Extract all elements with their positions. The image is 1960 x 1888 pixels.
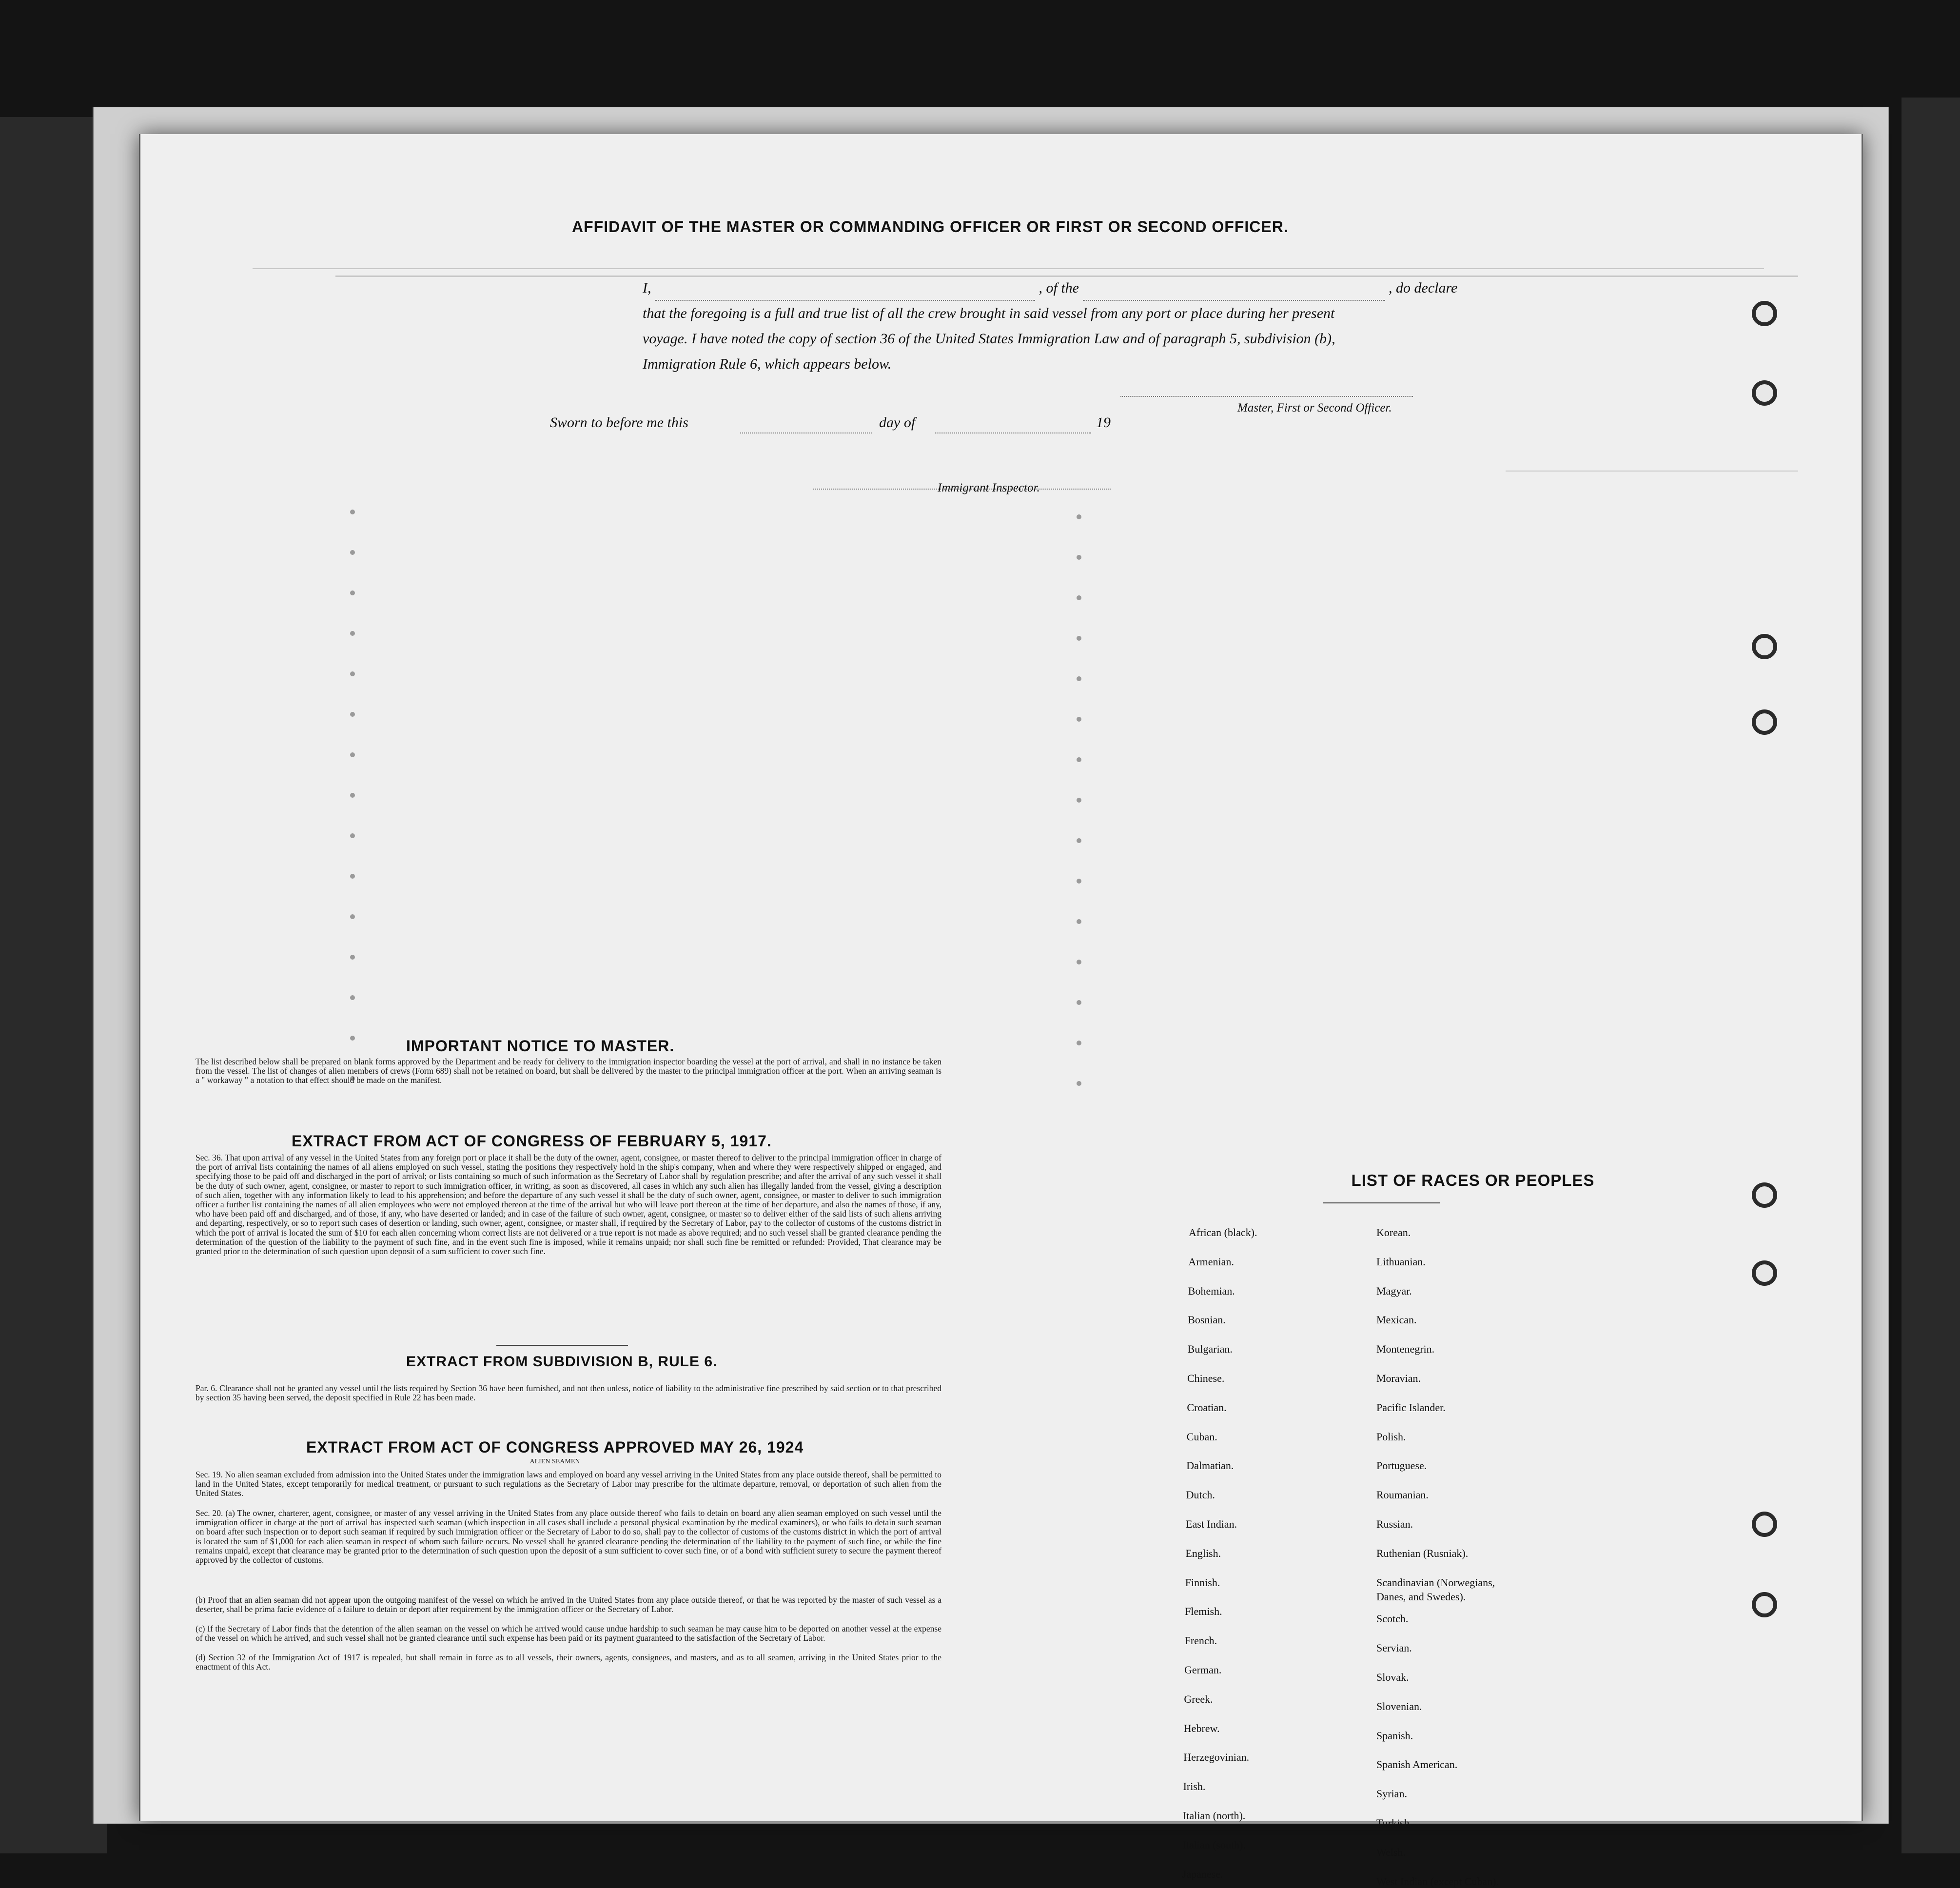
sworn-day-of: day of (879, 414, 916, 431)
race-item: Dalmatian. (1186, 1459, 1234, 1472)
race-item: Turkish. (1376, 1817, 1412, 1829)
bleed-through-dot (350, 793, 355, 798)
extract-1924-sec20c: (c) If the Secretary of Labor finds that the detention of the alien seaman on the vessel on which he arrived would cause undue hardship to such seaman he may cause him to be deported on another vessel at the expense of the vessel on which he arrived, and such vessel shall not be granted clearance until such expense has been paid or its payment guaranteed to the satisfaction of the Secretary of Labor. (196, 1624, 941, 1643)
race-item: Slovak. (1376, 1671, 1409, 1683)
race-item: Armenian. (1188, 1255, 1234, 1268)
race-item: Herzegovinian. (1183, 1751, 1250, 1764)
race-item: West Indian (except Cuban). (1376, 1875, 1499, 1888)
affidavit-body (643, 275, 1613, 377)
race-scandinavian-continued: Danes, and Swedes). (1376, 1591, 1466, 1603)
punch-hole (1752, 380, 1777, 406)
section-divider (496, 1345, 628, 1346)
bleed-through-dot (350, 752, 355, 757)
extract-1917-title: EXTRACT FROM ACT OF CONGRESS OF FEBRUARY 5, 1917. (292, 1132, 772, 1150)
race-item: Portuguese. (1376, 1459, 1427, 1472)
extract-rule6-body: Par. 6. Clearance shall not be granted any vessel until the lists required by Section 36 have been furnished, and not then unless, notice of liability to the administrative fine prescribed by said section or to that prescribed by section 35 having been served, the deposit specified in Rule 22 has been made. (196, 1383, 941, 1403)
race-item: East Indian. (1186, 1518, 1237, 1530)
race-item: Scotch. (1376, 1613, 1409, 1625)
race-item: Japanese. (1182, 1868, 1223, 1880)
race-item: Slovenian. (1376, 1700, 1422, 1712)
sworn-year: 19 (1096, 414, 1111, 431)
affidavit-declare: , do declare (1389, 280, 1458, 296)
bleed-through-dot (1077, 798, 1081, 803)
punch-hole (1752, 1260, 1777, 1286)
extract-1924-sec20a: Sec. 20. (a) The owner, charterer, agent, consignee, or master of any vessel arriving in the United States from any place outside thereof who fails to detain on board any alien seaman employed on such vessel until the immigration officer in charge at the port of arrival has inspected such seaman (which inspection in all cases shall include a personal physical examination by the medical examiners), or who fails to detain such seaman on board after such inspection or to deport such seaman if required by such immigration officer or the Secretary of Labor to do so, shall pay to the collector of customs of the customs district in which the port of arrival is located the sum of $1,000 for each alien seaman in respect of whom such failure occurs. No vessel shall be granted clearance pending the determination of the liability to the payment of such fine, or while the fine remains unpaid, except that clearance may be granted prior to the determination of such question upon the deposit of a sum sufficient to cover such fine, or of a bond with sufficient surety to secure the payment thereof approved by the collector of customs. (196, 1508, 941, 1565)
bleed-through-dot (350, 510, 355, 514)
extract-1924-title: EXTRACT FROM ACT OF CONGRESS APPROVED MAY 26, 1924 (306, 1438, 804, 1456)
punch-hole (1752, 709, 1777, 735)
race-item: Bulgarian. (1187, 1343, 1233, 1356)
bleed-through-dot (1077, 676, 1081, 681)
master-signature-line (1120, 396, 1413, 397)
punch-hole (1752, 1592, 1777, 1617)
bleed-through-dot (350, 590, 355, 595)
notice-title: IMPORTANT NOTICE TO MASTER. (406, 1037, 675, 1055)
race-item: Dutch. (1186, 1489, 1215, 1501)
bleed-through-dot (350, 874, 355, 879)
race-item: Italian (south). (1182, 1838, 1246, 1851)
bleed-through-dot (1077, 879, 1081, 884)
bleed-through-dot (1077, 595, 1081, 600)
affidavit-of-the: , of the (1039, 280, 1079, 296)
bleed-through-dot (350, 712, 355, 717)
race-item: Flemish. (1185, 1605, 1222, 1618)
extract-1924-subtitle: ALIEN SEAMEN (529, 1458, 580, 1465)
race-item: Spanish. (1376, 1729, 1413, 1742)
race-item: Lithuanian. (1376, 1255, 1426, 1268)
scanner-frame-right (1901, 98, 1960, 1853)
race-item: Greek. (1184, 1692, 1213, 1705)
bleed-through-dot (350, 995, 355, 1000)
bleed-through-dot (350, 914, 355, 919)
race-item: Montenegrin. (1376, 1343, 1435, 1356)
bleed-through-dot (1077, 717, 1081, 722)
race-item: Syrian. (1376, 1788, 1407, 1800)
race-item: Servian. (1376, 1642, 1412, 1654)
vessel-blank (1083, 286, 1385, 301)
bleed-through-dot (1077, 757, 1081, 762)
races-title-rule (1323, 1202, 1440, 1203)
inspector-label: Immigrant Inspector. (938, 481, 1040, 494)
affidavit-title: AFFIDAVIT OF THE MASTER OR COMMANDING OFFICER OR FIRST OR SECOND OFFICER. (572, 218, 1289, 236)
bleed-through-dot (1077, 1081, 1081, 1086)
extract-1917-body: Sec. 36. That upon arrival of any vessel in the United States from any foreign port or place it shall be the duty of the owner, agent, consignee, or master thereof to deliver to the principal immigration officer in charge of the port of arrival lists containing the names of all aliens employed on such vessel, stating the positions they respectively hold in the ship's company, when and where they were respectively shipped or engaged, and specifying those to be paid off and discharged in the port of arrival; or lists containing so much of such information as the Secretary of Labor shall by regulation prescribe; and after the arrival of any such vessel it shall be the duty of such owner, agent, consignee, or master to report to such immigration officer, in writing, as soon as discovered, all cases in which any such alien has illegally landed from the vessel, giving a description of such alien, together with any information likely to lead to his apprehension; and before the departure of any such vessel it shall be the duty of such owner, agent, consignee, or master to deliver to such immigration officer a further list containing the names of all alien employees who were not employed thereon at the time of the arrival but who will leave port thereon at the time of her departure, and also the names of those, if any, who have been paid off and discharged, and of those, if any, who have deserted or landed; and in case of the failure of such owner, agent, consignee, or master so to deliver either of the said lists of such aliens arriving and departing, respectively, or so to report such cases of desertion or landing, such owner, agent, consignee, or master shall, if required by the Secretary of Labor, pay to the collector of customs of the customs district in which the port of arrival is located the sum of $10 for each alien concerning whom correct lists are not delivered or a true report is not made as above required; and no such vessel shall be granted clearance pending the determination of the question of the liability to the payment of such fine, and in the event such fine is imposed, while it remains unpaid; nor shall such fine be remitted or refunded: Provided, That clearance may be granted prior to the determination of such question upon deposit of a sum sufficient to cover such fine. (196, 1153, 941, 1257)
sworn-prefix: Sworn to before me this (550, 414, 688, 431)
race-item: Pacific Islander. (1376, 1401, 1446, 1414)
bleed-through-dot (350, 631, 355, 636)
affidavit-line-2: that the foregoing is a full and true list of all the crew brought in said vessel from any port or place during her present (643, 305, 1335, 321)
bleed-through-dot (1077, 838, 1081, 843)
extract-rule6-title: EXTRACT FROM SUBDIVISION B, RULE 6. (406, 1354, 718, 1370)
extract-1924-sec20b: (b) Proof that an alien seaman did not appear upon the outgoing manifest of the vessel on which he arrived in the United States from any place outside thereof, or that he was reported by the master of such vessel as a deserter, shall be prima facie evidence of a failure to detain or deport after requirement by the immigration officer or the Secretary of Labor. (196, 1595, 941, 1614)
affidavit-line-4: Immigration Rule 6, which appears below. (643, 356, 892, 372)
extract-1924-sec20d: (d) Section 32 of the Immigration Act of 1917 is repealed, but shall remain in force as to all vessels, their owners, agents, consignees, and masters, and as to all seamen, arriving in the United States prior to the enactment of this Act. (196, 1652, 941, 1672)
race-item: Bosnian. (1188, 1314, 1226, 1326)
bleed-through-dot (1077, 1000, 1081, 1005)
bleed-through-dot (1077, 919, 1081, 924)
affidavit-i: I, (643, 280, 651, 296)
bleed-through-dot (350, 550, 355, 555)
bleed-through-line (1506, 471, 1798, 472)
race-item: Mexican. (1376, 1314, 1417, 1326)
race-item: Chinese. (1187, 1372, 1225, 1384)
race-item: Polish. (1376, 1430, 1406, 1443)
race-item: Cuban. (1186, 1430, 1217, 1443)
document-page (139, 134, 1863, 1888)
name-blank (655, 286, 1035, 301)
race-item: Moravian. (1376, 1372, 1421, 1384)
race-item: English. (1185, 1547, 1221, 1559)
race-item: French. (1184, 1634, 1217, 1647)
punch-hole (1752, 1512, 1777, 1537)
punch-hole (1752, 301, 1777, 326)
race-item: African (black). (1189, 1226, 1257, 1239)
bleed-through-dot (350, 671, 355, 676)
race-item: Welsh. (1376, 1846, 1406, 1858)
scanner-frame-left (0, 117, 107, 1853)
race-item: Italian (north). (1183, 1809, 1246, 1822)
race-item: Scandinavian (Norwegians, (1376, 1576, 1495, 1589)
race-item: Spanish American. (1376, 1758, 1458, 1771)
notice-body: The list described below shall be prepared on blank forms approved by the Department and be ready for delivery to the immigration inspector boarding the vessel at the port of arrival, and shall in no instance be taken from the vessel. The list of changes of alien members of crews (Form 689) shall not be retained on board, but shall be delivered by the master to the principal immigration officer at the port. When an arriving seaman is a " workaway " a notation to that effect should be made on the manifest. (196, 1057, 941, 1085)
bleed-through-dot (350, 955, 355, 960)
bleed-through-dot (350, 833, 355, 838)
race-item: Hebrew. (1183, 1722, 1220, 1734)
bleed-through-dot (1077, 1041, 1081, 1045)
bleed-through-dot (1077, 555, 1081, 560)
race-item: Korean. (1376, 1226, 1411, 1239)
affidavit-line-1 (643, 275, 1613, 301)
race-item: Bohemian. (1188, 1284, 1235, 1297)
bleed-through-dot (1077, 514, 1081, 519)
bleed-through-line (253, 268, 1764, 269)
bleed-through-dot (1077, 636, 1081, 641)
extract-1924-sec19: Sec. 19. No alien seaman excluded from admission into the United States under the immigration laws and employed on board any vessel arriving in the United States from any place outside thereof, shall be permitted to land in the United States, except temporarily for medical treatment, or pursuant to such regulations as the Secretary of Labor may prescribe for the ultimate departure, removal, or deportation of such alien from the United States. (196, 1470, 941, 1498)
race-item: Irish. (1183, 1780, 1206, 1793)
master-signature-label: Master, First or Second Officer. (1237, 401, 1392, 414)
punch-hole (1752, 634, 1777, 659)
race-item: German. (1184, 1664, 1222, 1676)
race-item: Russian. (1376, 1518, 1413, 1530)
bleed-through-dot (350, 1036, 355, 1041)
affidavit-line-3: voyage. I have noted the copy of section 36 of the United States Immigration Law and of paragraph 5, subdivision (b), (643, 331, 1335, 347)
races-title: LIST OF RACES OR PEOPLES (1351, 1171, 1595, 1189)
bleed-through-dot (1077, 960, 1081, 964)
race-item: Finnish. (1185, 1576, 1220, 1589)
race-item: Roumanian. (1376, 1489, 1429, 1501)
race-item: Magyar. (1376, 1284, 1412, 1297)
race-item: Ruthenian (Rusniak). (1376, 1547, 1469, 1559)
race-item: Croatian. (1187, 1401, 1227, 1414)
punch-hole (1752, 1182, 1777, 1208)
